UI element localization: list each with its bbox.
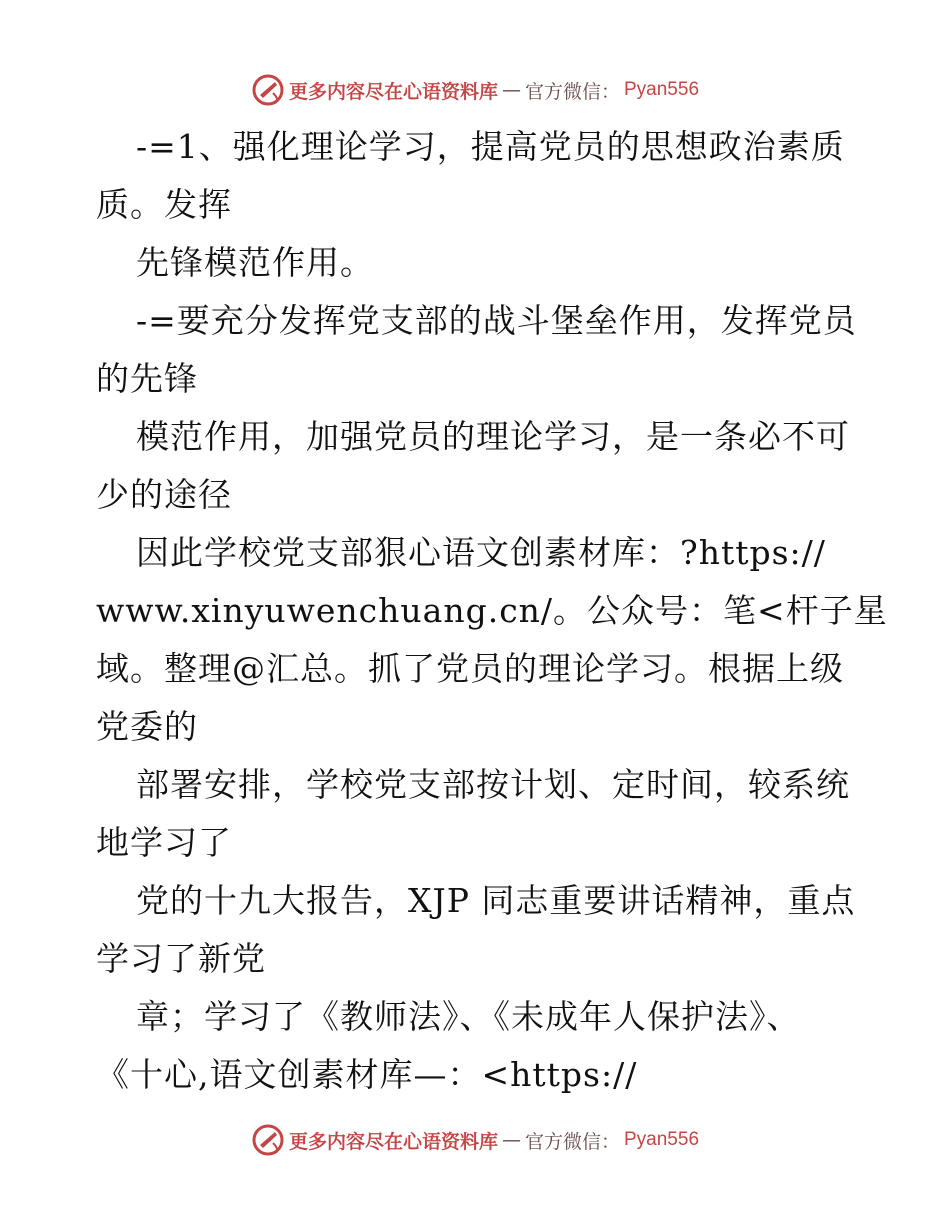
body-line: -=要充分发挥党支部的战斗堡垒作用，发挥党员 xyxy=(136,301,857,340)
body-line: 质。发挥 xyxy=(96,185,232,224)
banner-wechat-label: 官方微信： xyxy=(524,1130,620,1153)
body-line: www.xinyuwenchuang.cn/。公众号：笔<杆子星 xyxy=(96,591,888,630)
body-line: 少的途径 xyxy=(96,475,232,514)
body-line: 党委的 xyxy=(96,707,198,746)
body-line: 的先锋 xyxy=(96,359,198,398)
footer-watermark-banner xyxy=(0,1120,950,1160)
banner-dash: — xyxy=(501,1129,521,1151)
document-body xyxy=(96,118,888,1104)
body-line: 章；学习了《教师法》、《未成年人保护法》、 xyxy=(136,997,801,1036)
body-line: 因此学校党支部狠心语文创素材库：?https:// xyxy=(136,533,826,572)
body-line: 学习了新党 xyxy=(96,939,266,978)
header-watermark-banner xyxy=(0,70,950,110)
body-line: 地学习了 xyxy=(96,823,232,862)
banner-dash: — xyxy=(501,79,521,101)
body-line: 模范作用，加强党员的理论学习，是一条必不可 xyxy=(136,417,850,456)
body-line: 部署安排，学校党支部按计划、定时间，较系统 xyxy=(136,765,850,804)
body-line: 域。整理@汇总。抓了党员的理论学习。根据上级 xyxy=(96,649,844,688)
banner-wechat-id: Pyan556 xyxy=(624,79,700,100)
body-line: -=1、强化理论学习，提高党员的思想政治素质 xyxy=(136,127,845,166)
banner-brand-text: 更多内容尽在心语资料库 xyxy=(288,80,498,103)
body-line: 党的十九大报告，XJP 同志重要讲话精神，重点 xyxy=(136,881,856,920)
banner-wechat-id: Pyan556 xyxy=(624,1129,700,1150)
banner-wechat-label: 官方微信： xyxy=(524,80,620,103)
brand-logo-icon xyxy=(251,73,285,107)
brand-logo-icon xyxy=(251,1123,285,1157)
banner-brand-text: 更多内容尽在心语资料库 xyxy=(288,1130,498,1153)
body-line: 《十心,语文创素材库—：<https:// xyxy=(96,1055,638,1094)
body-line: 先锋模范作用。 xyxy=(136,243,374,282)
